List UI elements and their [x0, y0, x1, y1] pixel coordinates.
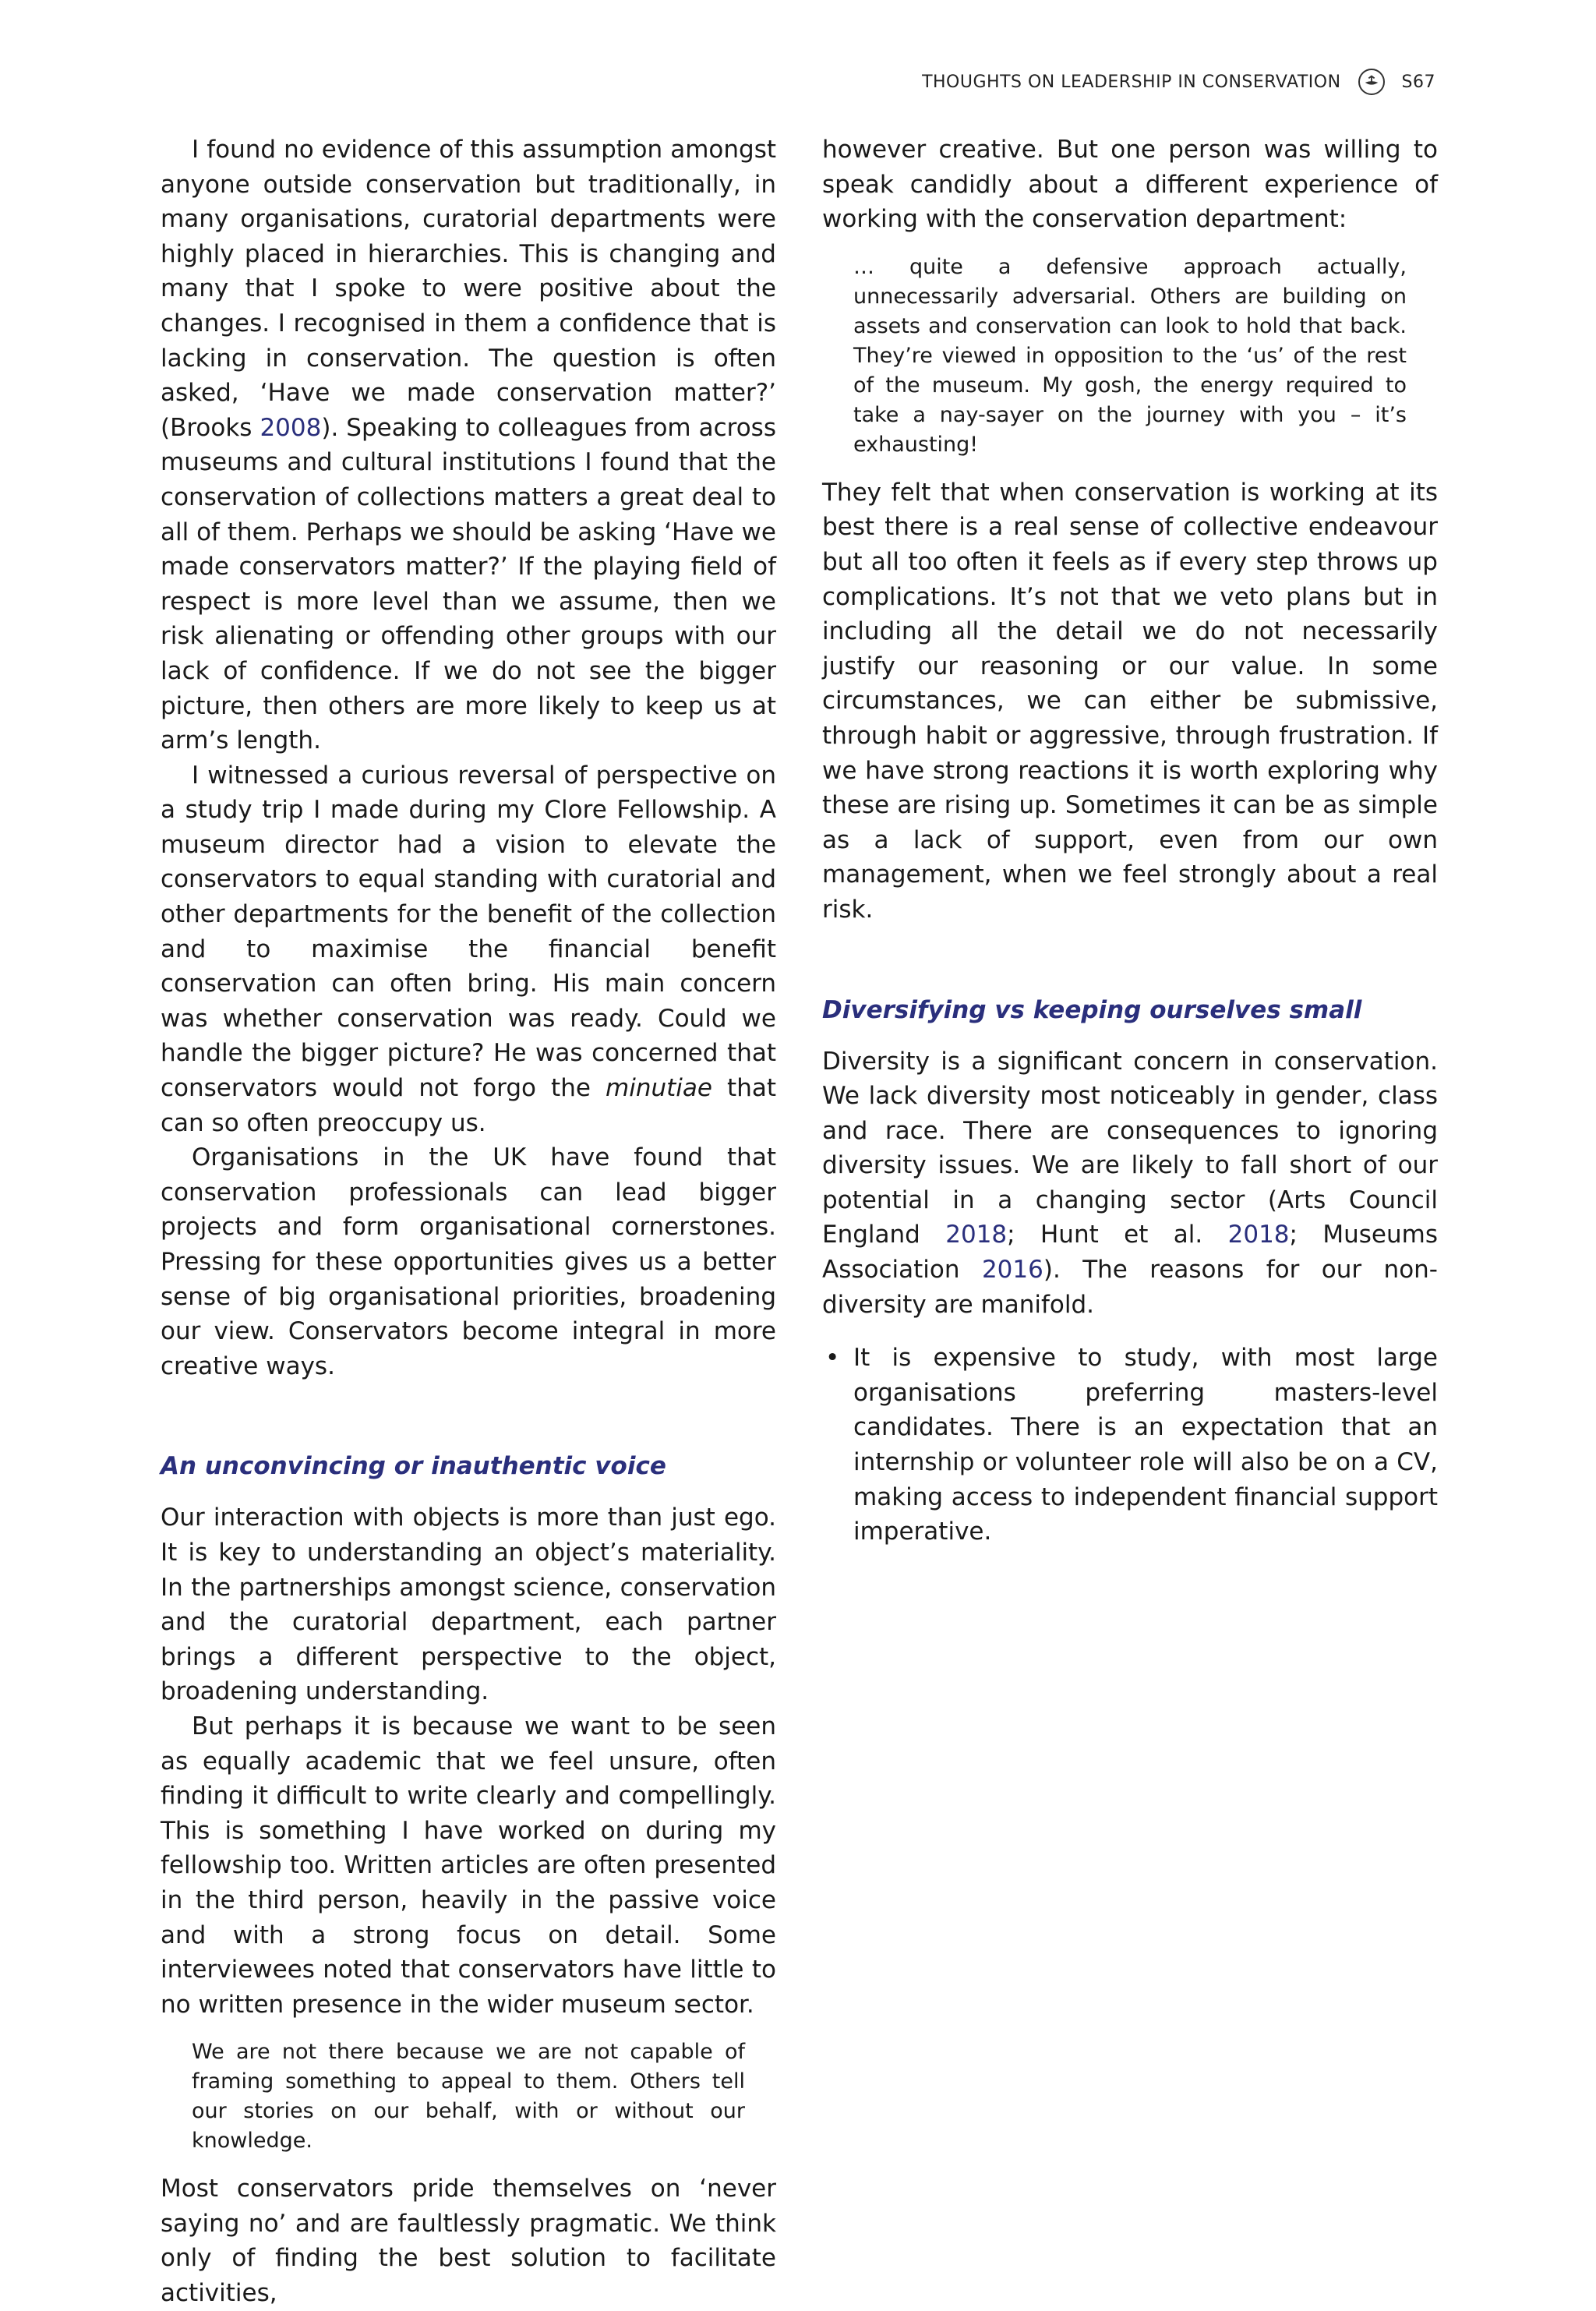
citation-link[interactable]: 2018 [945, 1221, 1008, 1249]
body-paragraph: I witnessed a curious reversal of perspective on a study trip I made during my Clore Fellowship. A museum director had a vision to elevate the conservators to equal standing with curatorial and other departments for the benefit of the collection and to maximise the financial benefit conservation can often bring. His main concern was whether conservation was ready. Could we handle the bigger picture? He was concerned that conservators would not forgo the minutiae that can so often preoccupy us. [161, 761, 777, 1137]
left-column [161, 133, 776, 2311]
bullet-item: • It is expensive to study, with most large organisations preferring masters-level candidates. There is an expectation that an internship or volunteer role will also be on a CV, making access to independent financial support imperative. [822, 1341, 1438, 1550]
citation-link[interactable]: 2008 [260, 413, 322, 442]
body-paragraph: however creative. But one person was willing to speak candidly about a different experience of working with the conservation department: [822, 136, 1438, 234]
journal-publisher-logo-icon [1358, 69, 1385, 95]
running-header [922, 69, 1435, 95]
emphasis-text: minutiae [606, 1074, 712, 1103]
block-quote: We are not there because we are not capable of framing something to appeal to them. Others tell our stories on our behalf, with or without our knowledge. [192, 2040, 745, 2154]
section-heading: An unconvincing or inauthentic voice [161, 1452, 666, 1481]
block-quote: … quite a defensive approach actually, unnecessarily adversarial. Others are building on assets and conservation can look to hold that back. They’re viewed in opposition to the ‘us’ of the rest of the museum. My gosh, the energy required to take a nay-sayer on the journey with you – it’s exhausting! [853, 254, 1407, 457]
body-paragraph: Our interaction with objects is more than just ego. It is key to understanding an object’s materiality. In the partnerships amongst science, conservation and the curatorial department, each partner brings a different perspective to the object, broadening understanding. [161, 1504, 776, 1706]
section-heading: Diversifying vs keeping ourselves small [822, 995, 1362, 1024]
body-paragraph: Diversity is a significant concern in conservation. We lack diversity most noticeably in gender, class and race. There are consequences to ignoring diversity issues. We are likely to fall short of our potential in a changing sector (Arts Council England 2018; Hunt et al. 2018; Museums Association 2016). The reasons for our non-diversity are manifold. [822, 1047, 1439, 1319]
body-paragraph: But perhaps it is because we want to be seen as equally academic that we feel unsure, often finding it difficult to write clearly and compellingly. This is something I have worked on during my fellowship too. Written articles are often presented in the third person, heavily in the passive voice and with a strong focus on detail. Some interviewees noted that conservators have little to no written presence in the wider museum sector. [161, 1712, 776, 2019]
citation-link[interactable]: 2018 [1227, 1221, 1290, 1249]
body-paragraph: I found no evidence of this assumption amongst anyone outside conservation but traditionally, in many organisations, curatorial departments were highly placed in hierarchies. This is changing and many that I spoke to were positive about the changes. I recognised in them a confidence that is lacking in conservation. The question is often asked, ‘Have we made conservation matter?’ (Brooks 2008). Speaking to colleagues from across museums and cultural institutions I found that the conservation of collections matters a great deal to all of them. Perhaps we should be asking ‘Have we made conservators matter?’ If the playing field of respect is more level than we assume, then we risk alienating or offending other groups with our lack of confidence. If we do not see the bigger picture, then others are more likely to keep us at arm’s length. [161, 136, 776, 755]
body-paragraph: They felt that when conservation is working at its best there is a real sense of collective endeavour but all too often it feels as if every step throws up complications. It’s not that we veto plans but in including all the detail we do not necessarily justify our reasoning or our value. In some circumstances, we can either be submissive, through habit or aggressive, through frustration. If we have strong reactions it is worth exploring why these are rising up. Sometimes it can be as simple as a lack of support, even from our own management, when we feel strongly about a real risk. [822, 478, 1438, 924]
body-paragraph: Organisations in the UK have found that conservation professionals can lead bigger projects and form organisational cornerstones. Pressing for these opportunities gives us a better sense of big organisational priorities, broadening our view. Conservators become integral in more creative ways. [161, 1143, 776, 1380]
citation-link[interactable]: 2016 [981, 1256, 1043, 1284]
running-title: THOUGHTS ON LEADERSHIP IN CONSERVATION [922, 72, 1341, 92]
right-column [822, 133, 1438, 1550]
bullet-list [822, 1341, 1438, 1550]
logo-mark-icon [1363, 73, 1380, 90]
body-paragraph: Most conservators pride themselves on ‘never saying no’ and are faultlessly pragmatic. We think only of finding the best solution to facilitate activities, [161, 2175, 776, 2308]
page-number: S67 [1401, 72, 1435, 92]
